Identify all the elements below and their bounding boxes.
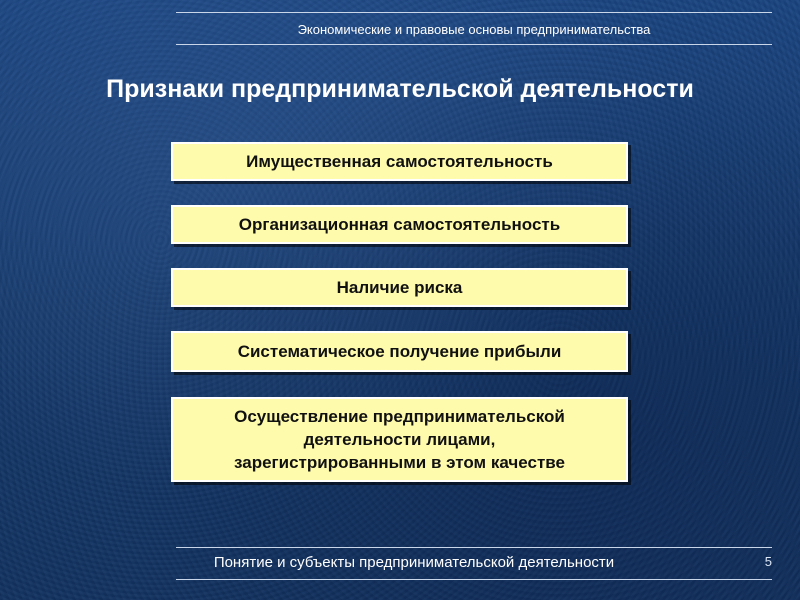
page-title: Признаки предпринимательской деятельности [106,75,694,103]
feature-card-label: Организационная самостоятельность [238,215,561,234]
feature-card-label: Наличие риска [336,278,463,297]
feature-card-label: Осуществление предпринимательской деятельности лицами, зарегистрированными в этом качестве [234,407,565,472]
feature-card-property-independence [171,142,628,181]
feature-card-systematic-profit [171,331,628,372]
feature-card-label: Имущественная самостоятельность [246,152,553,171]
header-bottom-rule [176,44,772,45]
feature-card-label: Систематическое получение прибыли [237,342,562,361]
feature-card-organizational-independence [171,205,628,244]
page-number: 5 [764,554,772,569]
header-course-title: Экономические и правовые основы предпринимательства [297,22,651,37]
footer-section-title: Понятие и субъекты предпринимательской деятельности [213,554,615,571]
feature-card-risk [171,268,628,307]
feature-card-registered-persons [171,397,628,482]
header-top-rule [176,12,772,13]
footer-bottom-rule [176,579,772,580]
footer-top-rule [176,547,772,548]
